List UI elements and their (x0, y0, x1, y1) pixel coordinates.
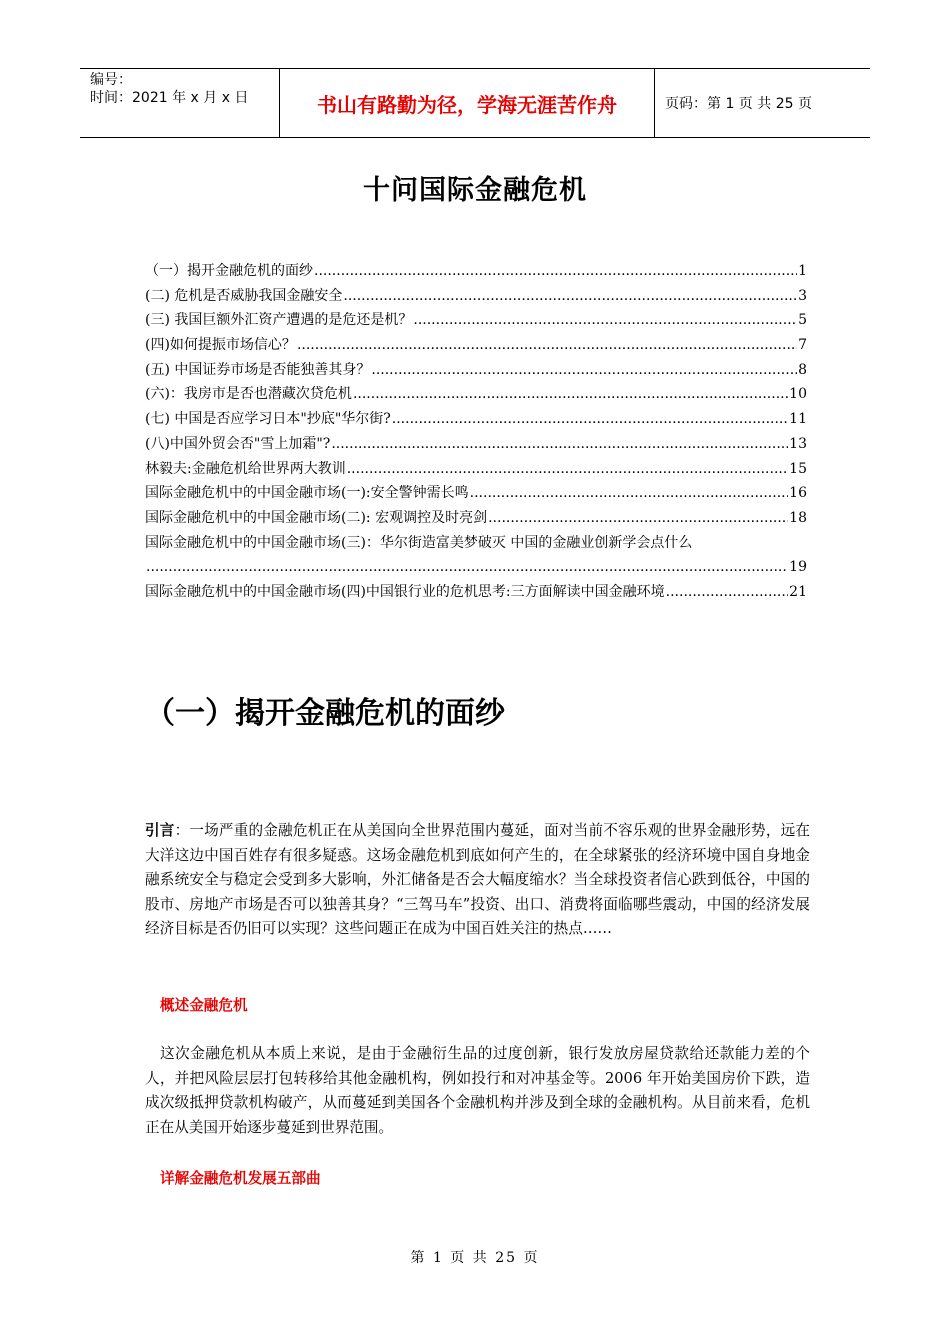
toc-dots (331, 432, 788, 457)
toc-dots (297, 333, 797, 358)
toc-text: (三) 我国巨额外汇资产遭遇的是危还是机？ (145, 312, 413, 329)
toc-entry[interactable] (145, 308, 807, 333)
toc-entry[interactable] (145, 506, 807, 531)
toc-entry[interactable] (145, 407, 807, 432)
toc-text: （一）揭开金融危机的面纱 (145, 263, 313, 279)
header-motto: 书山有路勤为径，学海无涯苦作舟 (280, 69, 655, 137)
toc-page: 1 (798, 263, 807, 279)
header-meta (80, 69, 280, 137)
toc-dots (347, 457, 788, 482)
header-page-label: 页码：第 1 页 共 25 页 (665, 96, 812, 112)
section-title: （一）揭开金融危机的面纱 (145, 696, 505, 731)
toc-page: 19 (789, 559, 807, 576)
toc-entry[interactable] (145, 457, 807, 482)
toc-text: 国际金融危机中的中国金融市场(二): 宏观调控及时亮剑 (145, 509, 488, 526)
toc-entry[interactable] (145, 382, 807, 407)
toc-text: (四)如何提振市场信心？ (145, 337, 296, 354)
toc-page: 18 (789, 509, 807, 526)
toc-text: (五) 中国证券市场是否能独善其身？ (145, 361, 371, 378)
subheading-overview: 概述金融危机 (160, 997, 248, 1014)
time-label: 时间：2021 年 x 月 x 日 (90, 90, 249, 106)
toc-dots (371, 358, 797, 383)
toc-entry[interactable] (145, 481, 807, 506)
toc-dots (488, 506, 788, 531)
toc-page: 5 (798, 312, 807, 329)
toc-dots (353, 382, 788, 407)
toc-text: (八)中国外贸会否"雪上加霜"? (145, 435, 331, 452)
toc-dots (392, 407, 788, 432)
toc-dots (413, 308, 797, 333)
toc-entry-wrapped-text[interactable]: 国际金融危机中的中国金融市场(三)：华尔街造富美梦破灭 中国的金融业创新学会点什么 (145, 534, 693, 551)
toc-text: (六)：我房市是否也潜藏次贷危机 (145, 386, 352, 403)
overview-paragraph: 这次金融危机从本质上来说，是由于金融衍生品的过度创新，银行发放房屋贷款给还款能力差的个人，并把风险层层打包转移给其他金融机构，例如投行和对冲基金等。2006 年开始美国房价下跌，造成次级抵押贷款机构破产，从而蔓延到美国各个金融机构并涉及到全球的金融机构。从目前来看，危机正在从美国开始逐步蔓延到世界范围。 (145, 1045, 810, 1136)
toc-page: 11 (789, 411, 807, 428)
toc-page: 15 (789, 460, 807, 477)
toc-dots (146, 555, 788, 580)
toc-entry[interactable] (145, 580, 807, 605)
intro-lead: 引言 (145, 822, 175, 839)
toc-entry[interactable] (145, 432, 807, 457)
intro-text: ：一场严重的金融危机正在从美国向全世界范围内蔓延，面对当前不容乐观的世界金融形势，远在大洋这边中国百姓存有很多疑惑。这场金融危机到底如何产生的，在全球紧张的经济环境中国自身地金融系统安全与稳定会受到多大影响，外汇储备是否会大幅度缩水？当全球投资者信心跌到低谷，中国的股市、房地产市场是否可以独善其身？“三驾马车”投资、出口、消费将面临哪些震动，中国的经济发展经济目标是否仍旧可以实现？这些问题正在成为中国百姓关注的热点…… (145, 822, 810, 938)
table-of-contents (145, 259, 807, 605)
toc-text: 国际金融危机中的中国金融市场(一):安全警钟需长鸣 (145, 485, 469, 502)
document-title: 十问国际金融危机 (363, 175, 587, 206)
number-label: 编号： (90, 72, 132, 88)
toc-dots (666, 580, 789, 605)
toc-entry[interactable] (145, 333, 807, 358)
subheading-five-stages: 详解金融危机发展五部曲 (160, 1170, 321, 1187)
toc-page: 13 (789, 435, 807, 452)
toc-page: 21 (789, 583, 807, 600)
toc-page: 3 (798, 287, 807, 304)
page-footer: 第 1 页 共 25 页 (410, 1250, 540, 1266)
toc-text: 国际金融危机中的中国金融市场(四)中国银行业的危机思考:三方面解读中国金融环境 (145, 583, 665, 600)
toc-text: 林毅夫:金融危机给世界两大教训 (145, 460, 346, 477)
toc-text: (二) 危机是否威胁我国金融安全 (145, 287, 343, 304)
intro-paragraph (145, 819, 810, 942)
toc-page: 16 (789, 485, 807, 502)
toc-page: 8 (798, 361, 807, 378)
toc-page: 10 (789, 386, 807, 403)
toc-page: 7 (798, 337, 807, 354)
toc-dots (343, 284, 797, 309)
toc-dots (314, 259, 797, 284)
toc-entry-wrapped-leader[interactable] (145, 555, 807, 580)
toc-entry[interactable] (145, 284, 807, 309)
toc-text: (七) 中国是否应学习日本"抄底"华尔街? (145, 411, 391, 428)
toc-entry[interactable] (145, 259, 807, 284)
toc-dots (470, 481, 789, 506)
toc-entry[interactable] (145, 358, 807, 383)
document-header (80, 68, 870, 138)
